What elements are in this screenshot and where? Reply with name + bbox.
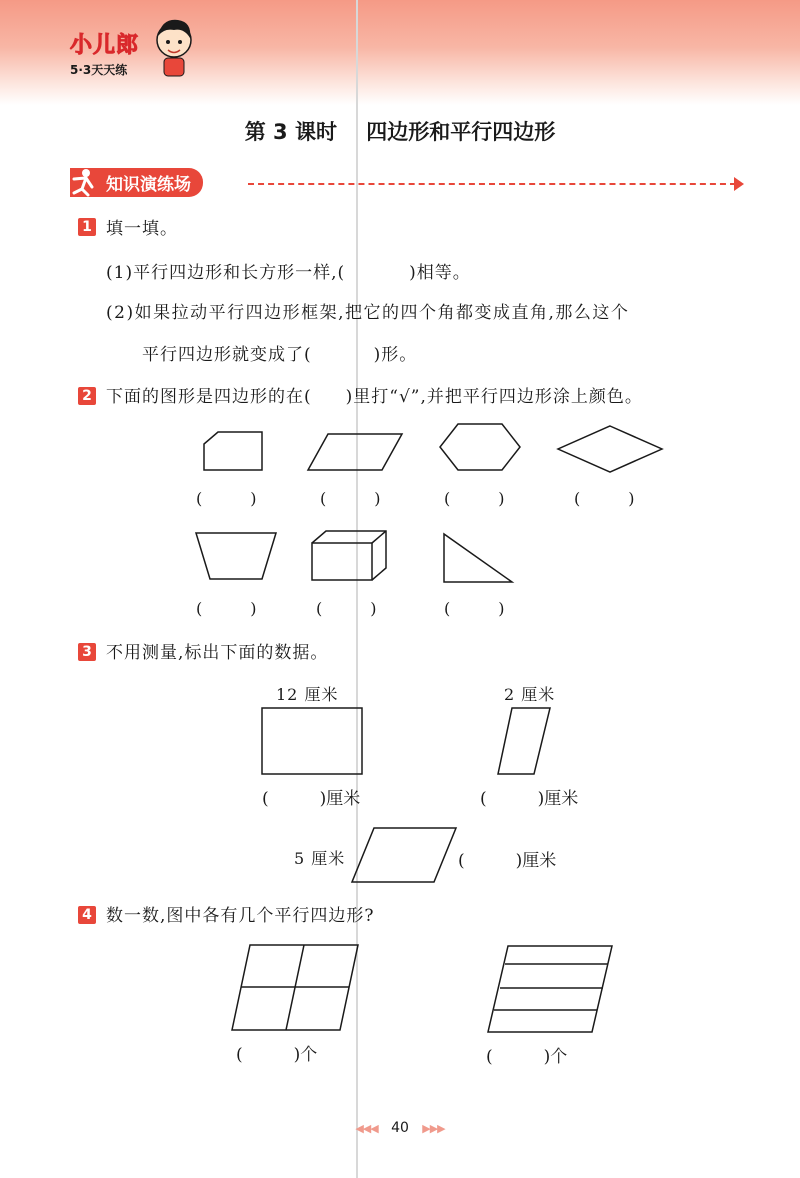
section-label: 知识演练场 <box>106 174 191 195</box>
q1-item2a: (2)如果拉动平行四边形框架,把它的四个角都变成直角,那么这个 <box>106 303 630 323</box>
lesson-label: 第 3 课时 <box>244 120 337 144</box>
q3-stem: 不用测量,标出下面的数据。 <box>106 643 329 663</box>
q4-grid-figure <box>232 945 358 1030</box>
q2-answer-blank[interactable]: ( ) <box>444 599 505 618</box>
q2-stem-b: )里打“√”,并把平行四边形涂上颜色。 <box>345 387 643 407</box>
question-number-3: 3 <box>78 643 96 661</box>
prev-arrows-icon: ◀◀◀ <box>355 1122 378 1135</box>
q3-answer-rect[interactable]: ( )厘米 <box>262 789 361 809</box>
q4-stem: 数一数,图中各有几个平行四边形? <box>106 906 375 926</box>
q4-striped-figure <box>488 946 612 1032</box>
q1-item2b-end: )形。 <box>373 345 418 365</box>
q4-answer-2[interactable]: ( )个 <box>486 1047 568 1067</box>
q4-answer-1[interactable]: ( )个 <box>236 1045 318 1065</box>
q3-para-label: 2 厘米 <box>504 685 556 704</box>
q2-answer-blank[interactable]: ( ) <box>444 489 505 508</box>
q2-answer-blank[interactable]: ( ) <box>320 489 381 508</box>
q3-wide-label: 5 厘米 <box>294 849 346 868</box>
q2-answer-blank[interactable]: ( ) <box>196 489 257 508</box>
q3-answer-para[interactable]: ( )厘米 <box>480 789 579 809</box>
lesson-topic: 四边形和平行四边形 <box>366 120 556 144</box>
brand-name: 小儿郎 <box>70 33 140 58</box>
q3-rect-label: 12 厘米 <box>276 685 339 704</box>
q3-answer-wide[interactable]: ( )厘米 <box>458 851 557 871</box>
q2-stem-a: 下面的图形是四边形的在( <box>106 387 312 407</box>
next-arrows-icon: ▶▶▶ <box>422 1122 445 1135</box>
q1-item2b-text: 平行四边形就变成了( <box>142 345 312 365</box>
q2-answer-blank[interactable]: ( ) <box>574 489 635 508</box>
brand-series: 5·3天天练 <box>70 63 128 77</box>
q1-item1-text: (1)平行四边形和长方形一样,( <box>106 263 346 283</box>
q1-stem: 填一填。 <box>106 219 178 239</box>
q2-answer-blank[interactable]: ( ) <box>196 599 257 618</box>
question-number-1: 1 <box>78 218 96 236</box>
question-number-2: 2 <box>78 387 96 405</box>
page-footer <box>0 1120 800 1136</box>
q1-item1-end: )相等。 <box>409 263 471 283</box>
page-number: 40 <box>391 1120 409 1136</box>
q2-answer-blank[interactable]: ( ) <box>316 599 377 618</box>
question-number-4: 4 <box>78 906 96 924</box>
